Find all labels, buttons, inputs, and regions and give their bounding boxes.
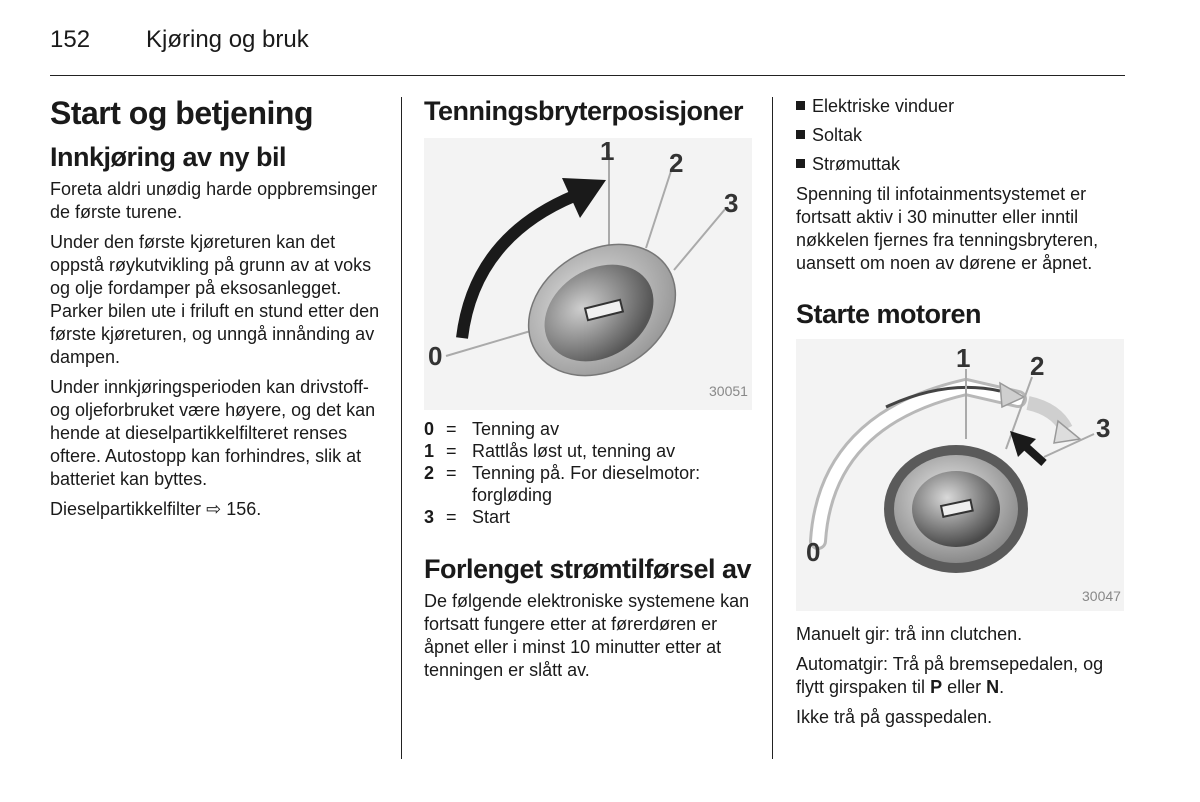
- bullet-square-icon: [796, 159, 805, 168]
- extended-power-heading: Forlenget strømtilførsel av: [424, 554, 752, 584]
- label-position-2: 2: [669, 148, 684, 178]
- column-divider-1: [401, 97, 402, 759]
- list-item: Strømuttak: [796, 150, 1130, 179]
- paragraph-gas: Ikke trå på gasspedalen.: [796, 707, 993, 727]
- label-position-0: 0: [806, 537, 821, 567]
- position-legend: [424, 418, 752, 528]
- paragraph-automatic: Automatgir: Trå på bremsepedalen, og flytt girspaken til P eller N.: [796, 654, 1104, 697]
- paragraph: Under innkjøringsperioden kan drivstoff- og oljeforbruket være høyere, og det kan hende at dieselpartikkelfilteret renses oftere. Autostopp kan forhindres, slik at batteriet kan byttes.: [50, 377, 376, 489]
- paragraph-manual: Manuelt gir: trå inn clutchen.: [796, 624, 1023, 644]
- bullet-square-icon: [796, 130, 805, 139]
- legend-row: 2 = Tenning på. For dieselmotor: forgløding: [424, 463, 701, 505]
- column-divider-2: [772, 97, 773, 759]
- paragraph: De følgende elektroniske systemene kan fortsatt fungere etter at førerdøren er åpnet eller i minst 10 minutter etter at tenningen er slått av.: [424, 591, 750, 680]
- paragraph: Foreta aldri unødig harde oppbremsinger de første turene.: [50, 179, 378, 222]
- cross-reference[interactable]: [50, 498, 382, 521]
- ignition-heading: Tenningsbryterposisjoner: [424, 96, 744, 126]
- paragraph: Spenning til infotainmentsystemet er fortsatt aktiv i 30 minutter eller inntil nøkkelen fjernes fra tenningsbryteren, uansett om noen av dørene er åpnet.: [796, 184, 1099, 273]
- xref-page: 156.: [226, 499, 262, 519]
- start-engine-heading: Starte motoren: [796, 299, 982, 329]
- figure-number: 30051: [709, 383, 748, 399]
- section-title: Start og betjening: [50, 95, 313, 131]
- label-position-0: 0: [428, 341, 443, 371]
- figure-number: 30047: [1082, 588, 1121, 604]
- label-position-1: 1: [956, 343, 971, 373]
- ignition-positions-figure: [424, 138, 752, 410]
- column-2: [424, 92, 752, 689]
- xref-arrow-icon: ⇨: [206, 499, 222, 519]
- label-position-3: 3: [1096, 413, 1111, 443]
- subsection-title: Innkjøring av ny bil: [50, 142, 287, 172]
- start-engine-figure: [796, 339, 1124, 611]
- legend-row: 3 = Start: [424, 507, 511, 527]
- page-header: [50, 26, 309, 54]
- list-item: Soltak: [796, 121, 1130, 150]
- legend-row: 0 = Tenning av: [424, 419, 560, 439]
- system-list: [796, 92, 1130, 179]
- column-1: [50, 92, 382, 528]
- bullet-square-icon: [796, 101, 805, 110]
- header-rule: [50, 75, 1125, 76]
- paragraph: Under den første kjøreturen kan det oppstå røykutvikling på grunn av at voks og olje fordamper på eksosanlegget. Parker bilen ute i friluft en stund etter den første kjøreturen, og unngå innånding av dampen.: [50, 232, 380, 367]
- page-number: 152: [50, 26, 91, 53]
- column-3: [796, 92, 1130, 736]
- label-position-3: 3: [724, 188, 739, 218]
- chapter-title: Kjøring og bruk: [146, 26, 309, 53]
- label-position-2: 2: [1030, 351, 1045, 381]
- list-item: Elektriske vinduer: [796, 92, 1130, 121]
- xref-text: Dieselpartikkelfilter: [50, 499, 202, 519]
- label-position-1: 1: [600, 138, 615, 166]
- legend-row: 1 = Rattlås løst ut, tenning av: [424, 441, 676, 461]
